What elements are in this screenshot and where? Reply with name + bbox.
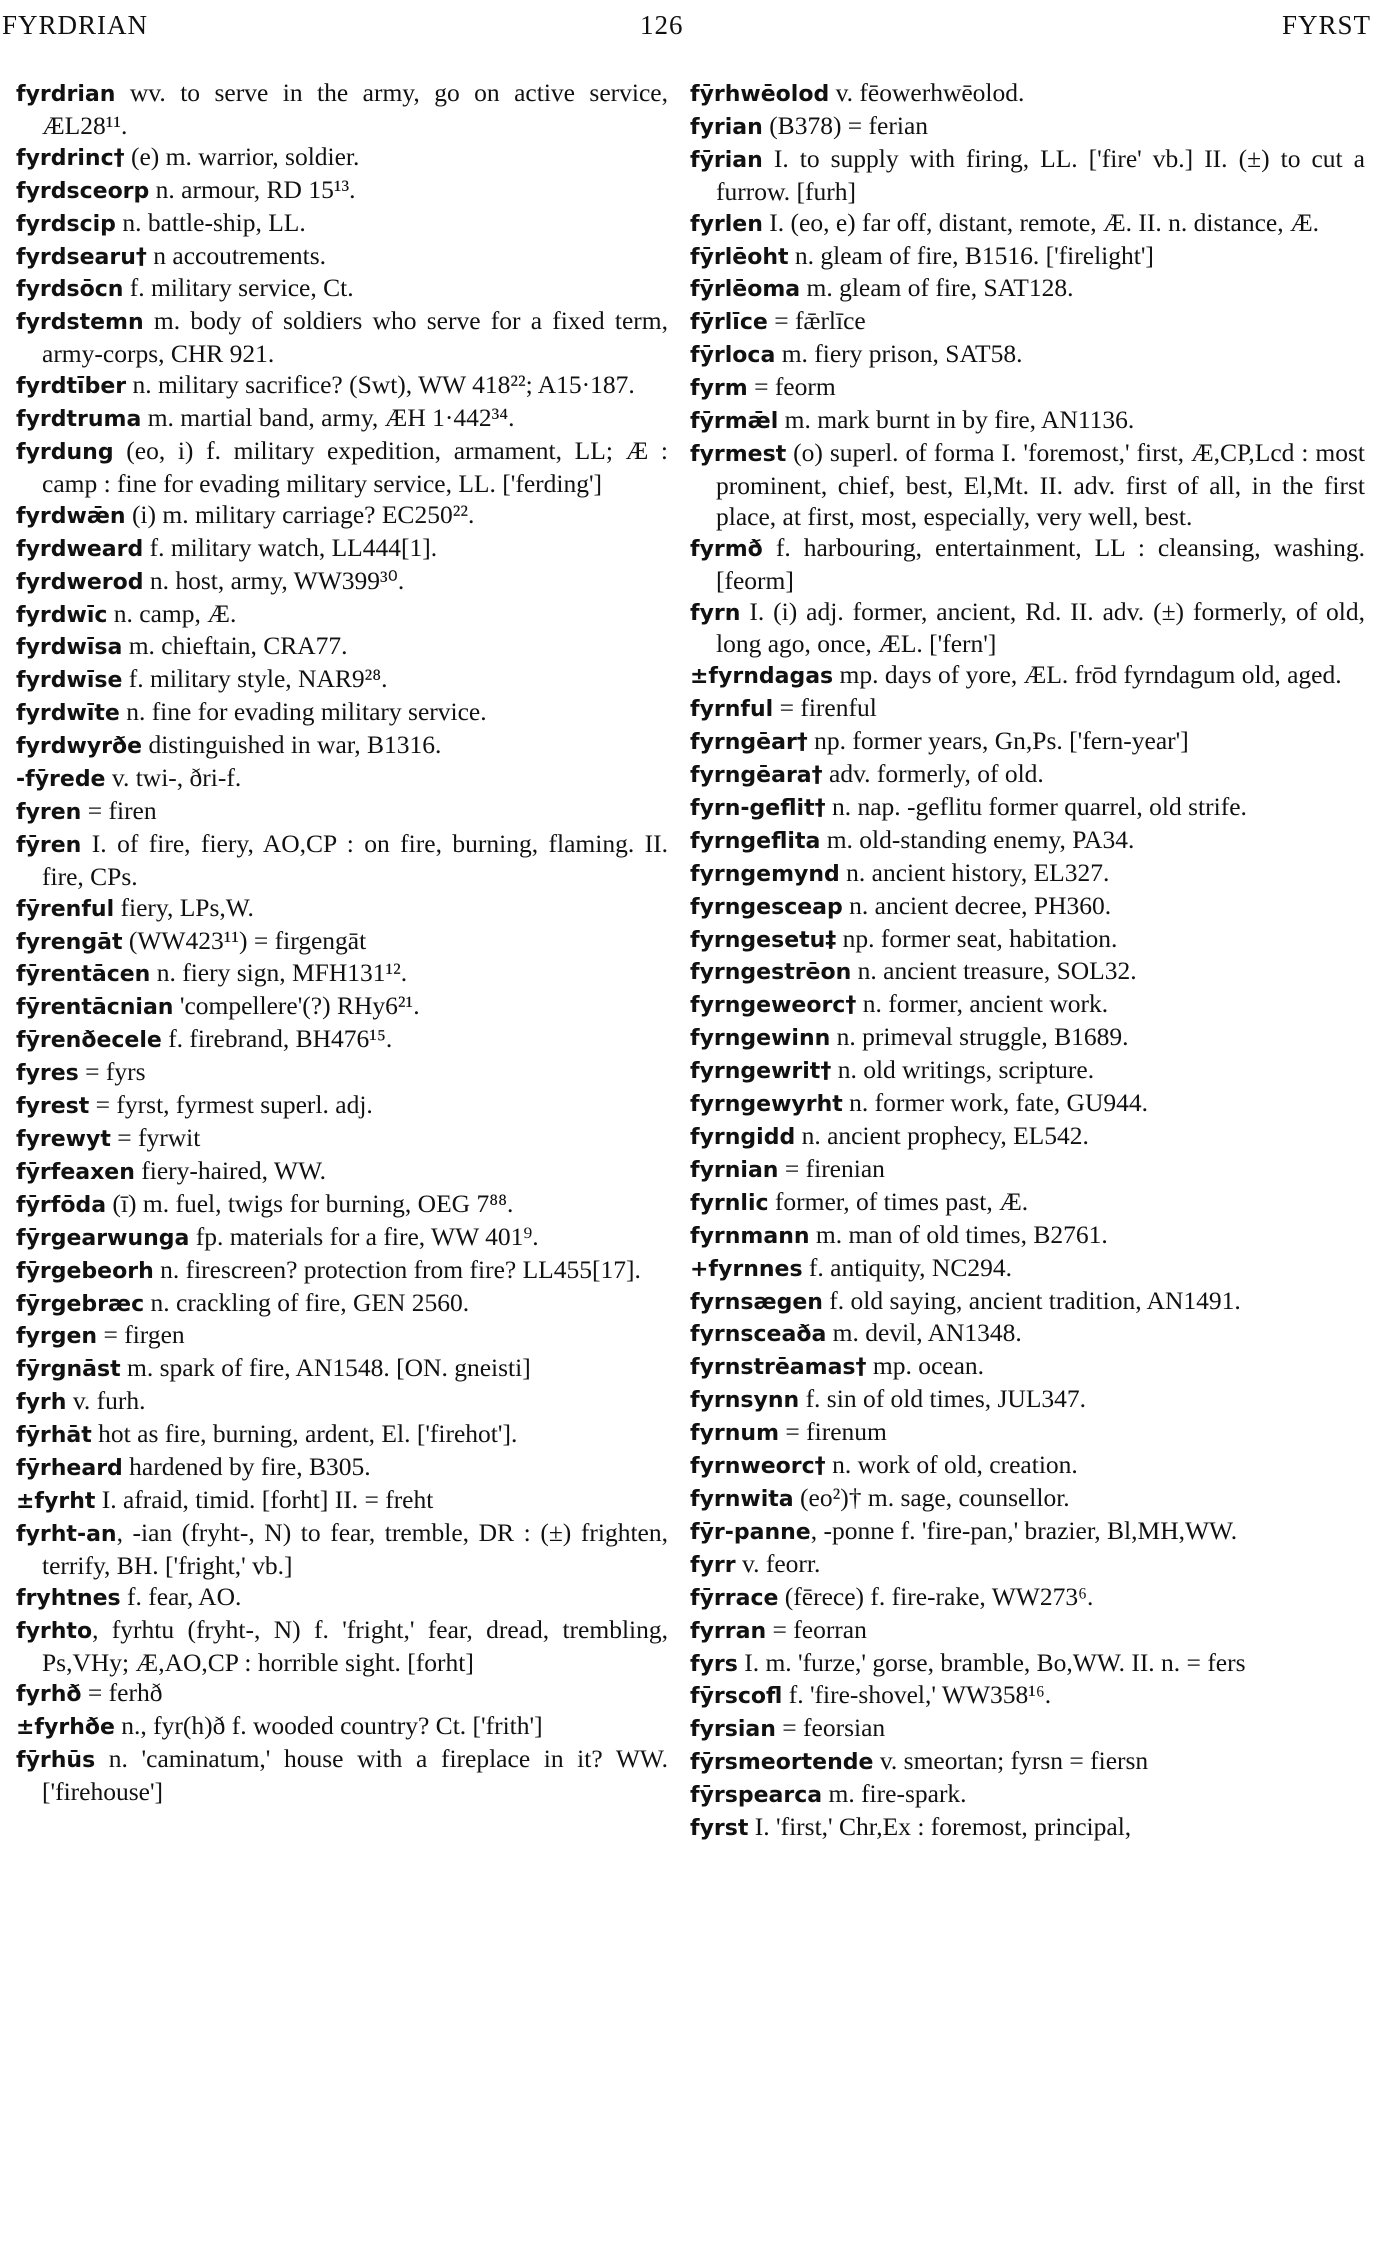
headword: fȳrlīce (690, 310, 768, 336)
definition: n. 'caminatum,' house with a fireplace in it? WW. ['firehouse'] (42, 1744, 668, 1807)
headword: fyrn-geflit† (690, 795, 826, 821)
dictionary-entry (16, 1452, 668, 1485)
dictionary-entry (690, 693, 1365, 726)
definition: m. gleam of fire, SAT128. (800, 273, 1074, 303)
headword: fyrngewrit† (690, 1059, 832, 1085)
headword: fyrngēara† (690, 763, 823, 789)
definition: (eo²)† m. sage, counsellor. (793, 1482, 1070, 1512)
definition: distinguished in war, B1316. (142, 730, 442, 760)
definition: n. work of old, creation. (825, 1450, 1078, 1480)
headword: fyrr (690, 1552, 736, 1578)
headword: fȳrlēoma (690, 277, 801, 303)
dictionary-entry (16, 926, 668, 959)
definition: = firenum (779, 1417, 887, 1447)
dictionary-entry (16, 664, 668, 697)
dictionary-entry (16, 78, 668, 142)
definition: hardened by fire, B305. (122, 1452, 371, 1482)
dictionary-entry (16, 1419, 668, 1452)
dictionary-entry (690, 1779, 1365, 1812)
definition: n. nap. -geflitu former quarrel, old strife. (825, 791, 1247, 821)
headword: fryhtnes (16, 1585, 121, 1611)
headword: fyrnsceaða (690, 1322, 827, 1348)
headword: fȳrheard (16, 1456, 123, 1482)
dictionary-entry (690, 1187, 1365, 1220)
dictionary-entry (16, 599, 668, 632)
definition: mp. days of yore, ÆL. frōd fyrndagum old, aged. (833, 660, 1342, 690)
dictionary-entry (690, 1680, 1365, 1713)
headword: fȳrloca (690, 343, 776, 369)
dictionary-entry (16, 566, 668, 599)
headword: fyrngesetu‡ (690, 927, 837, 953)
headword: ±fyrhðe (16, 1715, 115, 1741)
definition: = firen (81, 795, 157, 825)
headword: fyrmð (690, 536, 763, 562)
headword: fȳr-panne (690, 1519, 811, 1545)
dictionary-entry (690, 144, 1365, 208)
definition: n. fine for evading military service. (119, 697, 487, 727)
headword: fyrnian (690, 1157, 779, 1183)
definition: n. camp, Æ. (107, 598, 237, 628)
definition: n. armour, RD 15¹³. (149, 174, 356, 204)
dictionary-entry (690, 989, 1365, 1022)
definition: f. military service, Ct. (123, 273, 354, 303)
headword: fyrngeflita (690, 828, 821, 854)
definition: n. host, army, WW399³⁰. (143, 565, 405, 595)
dictionary-entry (16, 1518, 668, 1582)
definition: n. crackling of fire, GEN 2560. (144, 1287, 470, 1317)
dictionary-entry (690, 825, 1365, 858)
dictionary-entry (16, 241, 668, 274)
definition: f. military style, NAR9²⁸. (122, 664, 388, 694)
header-right-guideword: FYRST (1281, 10, 1371, 40)
dictionary-entry (690, 1812, 1365, 1845)
headword: fyrdrian (16, 82, 116, 107)
page-number: 126 (640, 10, 684, 40)
definition: v. furh. (66, 1386, 146, 1416)
dictionary-entry (16, 1485, 668, 1518)
headword: fyrdscip (16, 211, 116, 237)
headword: fyrdwīse (16, 668, 123, 694)
dictionary-entry (690, 1615, 1365, 1648)
headword: fyrst (690, 1816, 749, 1842)
headword: fyrdtruma (16, 407, 142, 433)
definition: mp. ocean. (866, 1351, 985, 1381)
headword: fyrnlic (690, 1190, 769, 1216)
definition: = firenful (773, 693, 877, 723)
dictionary-entry (690, 1516, 1365, 1549)
dictionary-entry (16, 697, 668, 730)
headword: fyrdtīber (16, 374, 127, 400)
headword: fyrdsōcn (16, 277, 124, 303)
definition: m. man of old times, B2761. (809, 1219, 1108, 1249)
definition: n. old writings, scripture. (831, 1055, 1095, 1085)
definition: n. ancient prophecy, EL542. (795, 1121, 1089, 1150)
definition: (eo, i) f. military expedition, armament, LL; Æ : camp : fine for evading military service, LL. ['ferding'] (42, 435, 668, 498)
headword: fyrdwīsa (16, 635, 123, 661)
dictionary-entry (690, 759, 1365, 792)
dictionary-entry (690, 1582, 1365, 1615)
definition: I. to supply with firing, LL. ['fire' vb.] II. (±) to cut a furrow. [furh] (716, 143, 1365, 206)
dictionary-entry (16, 1353, 668, 1386)
headword: fyrnful (690, 697, 774, 723)
headword: fȳrlēoht (690, 244, 789, 270)
dictionary-entry (16, 730, 668, 763)
headword: fȳrentācnian (16, 995, 174, 1021)
headword: fyrsian (690, 1717, 776, 1743)
headword: fyrnsægen (690, 1289, 823, 1315)
definition: f. fear, AO. (120, 1581, 242, 1611)
dictionary-entry (16, 631, 668, 664)
definition: m. martial band, army, ÆH 1·442³⁴. (141, 403, 515, 433)
headword: fȳrenðecele (16, 1028, 162, 1054)
dictionary-entry (16, 142, 668, 175)
dictionary-entry (690, 208, 1365, 241)
headword: fȳrhwēolod (690, 82, 830, 107)
definition: f. 'fire-shovel,' WW358¹⁶. (782, 1680, 1052, 1710)
headword: fyrdwīte (16, 701, 120, 727)
definition: m. fiery prison, SAT58. (775, 339, 1023, 369)
headword: fyrmest (690, 441, 787, 467)
headword: +fyrnnes (690, 1256, 803, 1282)
headword: ±fyrht (16, 1488, 96, 1514)
headword: fȳrgearwunga (16, 1225, 190, 1251)
dictionary-entry (16, 1582, 668, 1615)
headword: fyrh (16, 1390, 67, 1416)
definition: , fyrhtu (fryht-, N) f. 'fright,' fear, dread, trembling, Ps,VHy; Æ,AO,CP : horrible sight. [forht] (42, 1614, 668, 1677)
dictionary-entry (16, 991, 668, 1024)
dictionary-entry (690, 1088, 1365, 1121)
dictionary-entry (690, 1351, 1365, 1384)
dictionary-entry (690, 924, 1365, 957)
definition: f. military watch, LL444[1]. (143, 532, 438, 562)
definition: = fyrwit (110, 1123, 201, 1152)
definition: m. chieftain, CRA77. (122, 631, 348, 661)
headword: fyrnum (690, 1421, 780, 1447)
definition: I. (i) adj. former, ancient, Rd. II. adv. (±) formerly, of old, long ago, once, ÆL. ['fern'] (716, 596, 1365, 659)
header-left-guideword: FYRDRIAN (2, 10, 149, 40)
dictionary-entry (16, 1386, 668, 1419)
headword: fyrdwyrðe (16, 734, 143, 760)
dictionary-entry (690, 660, 1365, 693)
definition: (fērece) f. fire-rake, WW273⁶. (778, 1581, 1094, 1611)
dictionary-entry (16, 763, 668, 796)
dictionary-entry (16, 436, 668, 500)
dictionary-entry (690, 597, 1365, 661)
headword: fȳrhūs (16, 1748, 96, 1774)
headword: fyrran (690, 1618, 767, 1644)
definition: (B378) = ferian (762, 110, 929, 140)
headword: fyrdung (16, 439, 114, 465)
dictionary-entry (16, 1057, 668, 1090)
definition: n. military sacrifice? (Swt), WW 418²²; A15·187. (126, 370, 635, 400)
headword: fyren (16, 799, 82, 825)
headword: fyrhto (16, 1618, 93, 1644)
definition: , -ian (fryht-, N) to fear, tremble, DR : (±) frighten, terrify, BH. ['fright,' vb.] (42, 1517, 668, 1580)
definition: n. ancient history, EL327. (839, 857, 1110, 887)
definition: (i) m. military carriage? EC250²². (125, 499, 475, 529)
definition: np. former seat, habitation. (836, 923, 1118, 953)
definition: m. spark of fire, AN1548. [ON. gneisti] (120, 1353, 531, 1383)
headword: fyrnsynn (690, 1388, 800, 1414)
right-column (690, 78, 1365, 1845)
dictionary-entry (16, 208, 668, 241)
dictionary-entry (690, 891, 1365, 924)
dictionary-entry (16, 1123, 668, 1156)
dictionary-entry (690, 438, 1365, 533)
headword: fyrengāt (16, 929, 123, 955)
definition: (ī) m. fuel, twigs for burning, OEG 7⁸⁸. (106, 1188, 514, 1218)
definition: f. firebrand, BH476¹⁵. (161, 1024, 393, 1054)
dictionary-entry (16, 1156, 668, 1189)
headword: fȳrentācen (16, 962, 151, 988)
headword: fyrngidd (690, 1125, 796, 1150)
headword: fyrhð (16, 1682, 82, 1708)
definition: f. harbouring, entertainment, LL : cleansing, washing. [feorm] (716, 532, 1365, 595)
dictionary-entry (16, 1288, 668, 1321)
dictionary-entry (690, 1746, 1365, 1779)
dictionary-entry (16, 1615, 668, 1679)
headword: fyrnweorc† (690, 1454, 826, 1480)
headword: fyrngestrēon (690, 960, 852, 986)
dictionary-entry (690, 1055, 1365, 1088)
headword: fyrn (690, 600, 741, 626)
definition: fiery, LPs,W. (114, 892, 254, 922)
headword: fyrdsceorp (16, 178, 150, 204)
headword: fȳrfeaxen (16, 1159, 135, 1185)
definition: n. ancient decree, PH360. (842, 890, 1112, 920)
definition: np. former years, Gn,Ps. ['fern-year'] (807, 726, 1189, 756)
dictionary-entry (690, 1549, 1365, 1582)
headword: fȳrfōda (16, 1192, 107, 1218)
dictionary-entry (690, 1286, 1365, 1319)
headword: fȳrgebræc (16, 1291, 145, 1317)
dictionary-entry (16, 403, 668, 436)
dictionary-entry (690, 1121, 1365, 1154)
dictionary-entry (690, 372, 1365, 405)
definition: = feorm (747, 372, 836, 402)
headword: fyrian (690, 114, 763, 140)
definition: n. battle-ship, LL. (115, 207, 306, 237)
headword: fyrdwīc (16, 602, 108, 628)
headword: fyrs (690, 1651, 738, 1677)
headword: fȳrgnāst (16, 1357, 121, 1383)
dictionary-entry (690, 1022, 1365, 1055)
headword: fȳrscofl (690, 1684, 783, 1710)
definition: (WW423¹¹) = firgengāt (122, 925, 367, 955)
definition: adv. formerly, of old. (822, 759, 1044, 789)
definition: fp. materials for a fire, WW 401⁹. (189, 1221, 539, 1251)
definition: I. 'first,' Chr,Ex : foremost, principal, (748, 1812, 1132, 1842)
headword: fyrdwǣn (16, 503, 126, 529)
definition: = ferhð (81, 1678, 163, 1708)
definition: v. twi-, ðri-f. (105, 763, 242, 793)
definition: n. fiery sign, MFH131¹². (150, 958, 408, 988)
dictionary-entry (16, 1320, 668, 1353)
dictionary-entry (16, 1711, 668, 1744)
dictionary-entry (690, 405, 1365, 438)
headword: fyrdstemn (16, 310, 144, 336)
dictionary-entry (690, 1648, 1365, 1681)
dictionary-entry (16, 500, 668, 533)
definition: m. old-standing enemy, PA34. (820, 824, 1135, 854)
dictionary-entry (16, 893, 668, 926)
definition: f. antiquity, NC294. (802, 1252, 1012, 1282)
dictionary-entry (16, 533, 668, 566)
definition: = firenian (778, 1153, 885, 1183)
dictionary-entry (16, 273, 668, 306)
definition: I. afraid, timid. [forht] II. = freht (95, 1484, 434, 1514)
headword: fȳrspearca (690, 1783, 823, 1809)
headword: fyrngēar† (690, 730, 808, 756)
headword: fȳrgebeorh (16, 1258, 154, 1284)
definition: f. sin of old times, JUL347. (799, 1384, 1087, 1414)
headword: fyrngewyrht (690, 1092, 843, 1118)
headword: fyrngesceap (690, 894, 843, 920)
headword: fyrngeweorc† (690, 993, 857, 1019)
dictionary-entry (16, 175, 668, 208)
definition: hot as fire, burning, ardent, El. ['firehot']. (91, 1419, 518, 1449)
dictionary-entry (16, 1255, 668, 1288)
definition: I. (eo, e) far off, distant, remote, Æ. II. n. distance, Æ. (762, 207, 1319, 237)
dictionary-entry (690, 1450, 1365, 1483)
definition: = feorran (766, 1614, 867, 1644)
dictionary-entry (16, 958, 668, 991)
dictionary-entry (690, 78, 1365, 111)
definition: n. primeval struggle, B1689. (830, 1022, 1129, 1052)
headword: fȳren (16, 832, 82, 858)
dictionary-entry (690, 726, 1365, 759)
headword: fyrdsearu† (16, 244, 147, 270)
headword: fyrlen (690, 211, 763, 237)
dictionary-entry (690, 1384, 1365, 1417)
headword: fyrgen (16, 1324, 98, 1350)
definition: n., fyr(h)ð f. wooded country? Ct. ['frith'] (114, 1711, 543, 1741)
dictionary-entry (16, 796, 668, 829)
definition: = fyrs (78, 1057, 146, 1087)
definition: m. mark burnt in by fire, AN1136. (778, 405, 1135, 435)
definition: = fǣrlīce (767, 306, 866, 336)
definition: n. ancient treasure, SOL32. (851, 956, 1137, 986)
left-column (16, 78, 668, 1808)
dictionary-entry (690, 1253, 1365, 1286)
dictionary-entry (690, 1483, 1365, 1516)
headword: fȳrhāt (16, 1423, 92, 1449)
dictionary-entry (16, 1024, 668, 1057)
definition: n. firescreen? protection from fire? LL455[17]. (153, 1254, 641, 1284)
headword: fyrewyt (16, 1127, 111, 1152)
definition: I. of fire, fiery, AO,CP : on fire, burning, flaming. II. fire, CPs. (42, 828, 668, 891)
definition: fiery-haired, WW. (134, 1155, 327, 1185)
dictionary-entry (16, 829, 668, 893)
dictionary-entry (16, 1678, 668, 1711)
dictionary-entry (690, 111, 1365, 144)
definition: n. former work, fate, GU944. (842, 1088, 1148, 1118)
page-header (0, 10, 1379, 50)
definition: v. smeortan; fyrsn = fiersn (873, 1746, 1149, 1776)
dictionary-entry (16, 1222, 668, 1255)
definition: = fyrst, fyrmest superl. adj. (89, 1090, 373, 1120)
headword: fyrngewinn (690, 1026, 831, 1052)
definition: n. former, ancient work. (856, 989, 1109, 1019)
dictionary-entry (690, 1318, 1365, 1351)
definition: = firgen (97, 1320, 185, 1350)
definition: v. fēowerhwēolod. (829, 78, 1025, 107)
headword: fyrngemynd (690, 861, 840, 887)
definition: m. fire-spark. (822, 1779, 967, 1809)
headword: fȳrian (690, 147, 763, 173)
headword: fyrdrinc† (16, 145, 125, 171)
dictionary-entry (690, 533, 1365, 597)
dictionary-entry (690, 1713, 1365, 1746)
dictionary-entry (16, 1090, 668, 1123)
headword: fyrdwerod (16, 569, 144, 595)
definition: n. gleam of fire, B1516. ['firelight'] (788, 240, 1154, 270)
dictionary-entry (690, 1220, 1365, 1253)
definition: former, of times past, Æ. (768, 1186, 1029, 1216)
dictionary-entry (690, 306, 1365, 339)
dictionary-entry (690, 241, 1365, 274)
definition: = feorsian (775, 1713, 886, 1743)
dictionary-entry (16, 1744, 668, 1808)
headword: fȳrrace (690, 1585, 779, 1611)
definition: (o) superl. of forma I. 'foremost,' first, Æ,CP,Lcd : most prominent, chief, best, El,Mt. II. adv. first of all, in the first place, at first, most, especially, very well, best. (716, 437, 1365, 531)
definition: I. m. 'furze,' gorse, bramble, Bo,WW. II. n. = fers (737, 1647, 1246, 1677)
dictionary-entry (16, 370, 668, 403)
dictionary-entry (690, 956, 1365, 989)
headword: -fȳrede (16, 767, 106, 793)
dictionary-entry (16, 306, 668, 370)
definition: n accoutrements. (146, 240, 327, 270)
definition: 'compellere'(?) RHy6²¹. (173, 991, 420, 1021)
definition: , -ponne f. 'fire-pan,' brazier, Bl,MH,WW. (810, 1515, 1238, 1545)
headword: fyrdweard (16, 536, 144, 562)
headword: fyrht-an (16, 1521, 117, 1547)
headword: fyrnstrēamas† (690, 1355, 867, 1381)
definition: v. feorr. (735, 1548, 821, 1578)
headword: fȳrenful (16, 896, 115, 922)
headword: fyres (16, 1061, 79, 1087)
definition: m. body of soldiers who serve for a fixed term, army-corps, CHR 921. (42, 306, 668, 369)
definition: m. devil, AN1348. (826, 1318, 1022, 1348)
headword: fyrest (16, 1094, 90, 1120)
dictionary-entry (690, 858, 1365, 891)
dictionary-entry (690, 273, 1365, 306)
definition: (e) m. warrior, soldier. (124, 141, 360, 171)
headword: fyrnwita (690, 1486, 794, 1512)
dictionary-entry (690, 792, 1365, 825)
headword: fyrnmann (690, 1223, 810, 1249)
dictionary-entry (690, 1154, 1365, 1187)
definition: f. old saying, ancient tradition, AN1491. (822, 1285, 1241, 1315)
headword: fȳrmǣl (690, 409, 779, 435)
definition: wv. to serve in the army, go on active service, ÆL28¹¹. (42, 78, 668, 140)
headword: fȳrsmeortende (690, 1750, 874, 1776)
headword: ±fyrndagas (690, 664, 834, 690)
dictionary-entry (690, 1417, 1365, 1450)
dictionary-entry (690, 339, 1365, 372)
dictionary-entry (16, 1189, 668, 1222)
headword: fyrm (690, 376, 748, 402)
